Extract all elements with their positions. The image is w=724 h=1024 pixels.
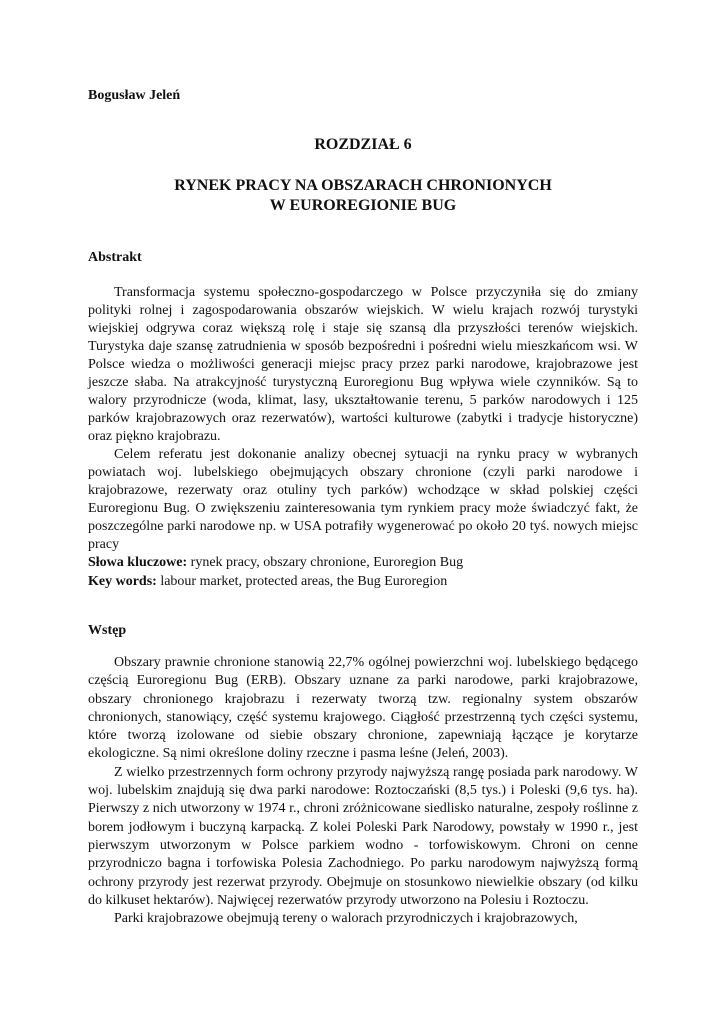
intro-heading: Wstęp	[88, 623, 127, 638]
keywords-pl	[88, 553, 638, 572]
keywords-pl-label: Słowa kluczowe:	[88, 555, 188, 570]
keywords-en-text: labour market, protected areas, the Bug Euroregion	[156, 574, 448, 589]
abstract-body	[88, 284, 638, 554]
keywords-en	[88, 572, 638, 591]
keywords-block	[88, 553, 638, 591]
intro-paragraph-1: Obszary prawnie chronione stanowią 22,7% ogólnej powierzchni woj. lubelskiego będącego częścią Euroregionu Bug (ERB). Obszary uznane za parki narodowe, parki krajobrazowe, obszary chronionego krajobrazu i rezerwaty tworzą tzw. regionalny system obszarów chronionych, stanowiący, część systemu krajowego. Ciągłość przestrzenną tych części systemu, które tworzą izolowane od siebie obszary chronione, zapewniają łączące je korytarze ekologiczne. Są nimi określone doliny rzeczne i pasma leśne (Jeleń, 2003).	[88, 655, 638, 762]
abstract-heading: Abstrakt	[88, 250, 142, 265]
author-name: Bogusław Jeleń	[88, 88, 181, 103]
abstract-paragraph-1: Transformacja systemu społeczno-gospodarczego w Polsce przyczyniła się do zmiany polityki rolnej i zagospodarowania obszarów wiejskich. W wielu krajach rozwój turystyki wiejskiej odgrywa coraz większą rolę i staje się szansą dla przyszłości terenów wiejskich. Turystyka daje szansę zatrudnienia w sposób bezpośredni i pośredni wielu mieszkańcom wsi. W Polsce wiedza o możliwości generacji miejsc pracy przez parki narodowe, krajobrazowe jest jeszcze słaba. Na atrakcyjność turystyczną Euroregionu Bug wpływa wiele czynników. Są to walory przyrodnicze (woda, klimat, lasy, ukształtowanie terenu, 5 parków narodowych i 125 parków krajobrazowych oraz rezerwatów), wartości kulturowe (zabytki i tradycje historyczne) oraz piękno krajobrazu.	[88, 285, 638, 444]
intro-paragraph-2: Z wielko przestrzennych form ochrony przyrody najwyższą rangę posiada park narodowy. W woj. lubelskim znajdują się dwa parki narodowe: Roztoczański (8,5 tys.) i Poleski (9,6 tys. ha). Pierwszy z nich utworzony w 1974 r., chroni zróżnicowane siedlisko naturalne, zespoły roślinne z borem jodłowym i buczyną karpacką. Z kolei Poleski Park Narodowy, powstały w 1990 r., jest pierwszym utworzonym w Polsce parkiem wodno - torfowiskowym. Chroni on cenne przyrodniczo bagna i torfowiska Polesia Zachodniego. Po parku narodowym najwyższą formą ochrony przyrody jest rezerwat przyrody. Obejmuje on stosunkowo niewielkie obszary (od kilku do kilkuset hektarów). Najwięcej rezerwatów przyrody utworzono na Polesiu i Roztoczu.	[88, 764, 638, 908]
paper-title	[88, 176, 638, 216]
intro-body	[88, 654, 638, 928]
abstract-paragraph-2: Celem referatu jest dokonanie analizy obecnej sytuacji na rynku pracy w wybranych powiatach woj. lubelskiego obejmujących obszary chronione (czyli parki narodowe i krajobrazowe, rezerwaty oraz otuliny tych parków) wchodzące w skład polskiej części Euroregionu Bug. O zwiększeniu zainteresowania tym rynkiem pracy może świadczyć fakt, że poszczególne parki narodowe np. w USA potrafiły wygenerować po około 20 tyś. nowych miejsc pracy	[88, 447, 638, 552]
intro-paragraph-3: Parki krajobrazowe obejmują tereny o walorach przyrodniczych i krajobrazowych,	[114, 911, 578, 927]
title-line-1: RYNEK PRACY NA OBSZARACH CHRONIONYCH	[174, 177, 552, 194]
keywords-en-label: Key words:	[88, 574, 157, 589]
title-line-2: W EUROREGIONIE BUG	[269, 197, 457, 214]
chapter-heading: ROZDZIAŁ 6	[314, 136, 412, 153]
keywords-pl-text: rynek pracy, obszary chronione, Euroregion Bug	[187, 555, 464, 570]
